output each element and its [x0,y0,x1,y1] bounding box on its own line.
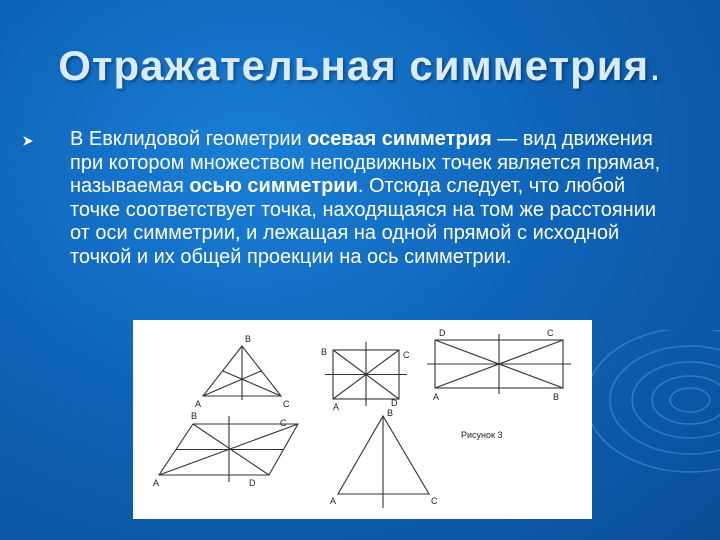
bold-term-axial-symmetry: осевая симметрия [307,128,492,150]
slide-title [0,42,720,90]
square-shape [325,342,407,406]
rect-label-d: D [439,328,446,338]
bold-term-symmetry-axis: осью симметрии [189,175,358,197]
rect-label-a: A [433,392,440,402]
figure-labels [153,328,559,506]
rect-label-b: B [553,392,560,402]
bullet-part-1: В Евклидовой геометрии [70,128,308,150]
parallelogram-shape [159,416,298,482]
title-dot: . [649,42,662,89]
t2-label-b: B [387,408,394,418]
arrow-bullet-icon [22,135,34,147]
par-label-a: A [153,478,160,488]
triangle-2-shape [338,416,429,508]
t1-label-c: C [283,399,290,409]
triangle-1-shape [203,346,281,400]
figure-caption: Рисунок 3 [461,430,503,440]
symmetry-figure [133,320,592,519]
t2-label-a: A [330,496,337,506]
sq-label-d: D [391,398,398,408]
par-label-b: B [191,411,198,421]
t1-label-b: B [245,334,252,344]
sq-label-a: A [333,402,340,412]
rect-label-c: C [547,328,554,338]
t2-label-c: C [431,496,438,506]
title-text: Отражательная симметрия [58,42,650,89]
sq-label-c: C [403,350,410,360]
par-label-c: C [280,418,287,428]
t1-label-a: A [195,399,202,409]
bullet-text [70,128,670,269]
bullet-part-3: . Отсюда следует, что любой точке соответствует точка, находящаяся на том же расстоянии от оси симметрии, и лежащая на одной прямой с исходной точкой и их общей проекции на ось симметрии. [70,175,657,268]
bullet-part-2: — вид движения при котором множеством неподвижных точек является прямая, называемая [70,128,661,197]
figure-drawing [133,320,592,519]
rectangle-shape [427,334,571,394]
sq-label-b: B [321,347,328,357]
par-label-d: D [249,478,256,488]
